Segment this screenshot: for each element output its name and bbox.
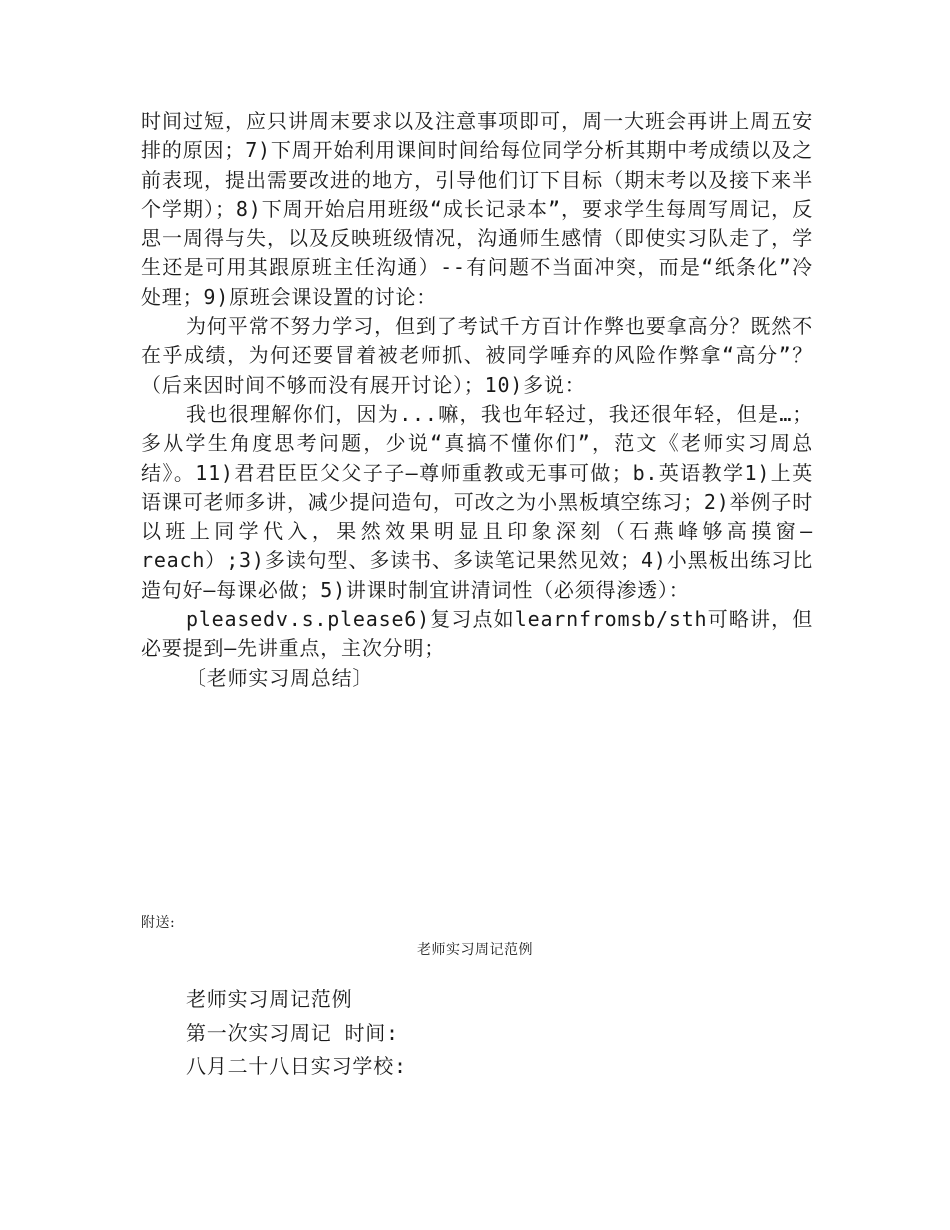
document-body: [141, 107, 813, 693]
sample-line-time: 第一次实习周记 时间:: [186, 1020, 399, 1045]
sample-line-school: 八月二十八日实习学校:: [186, 1054, 407, 1078]
appendix-label: 附送:: [141, 915, 176, 931]
paragraph-2: 为何平常不努力学习，但到了考试千方百计作弊也要拿高分？既然不在乎成绩，为何还要冒着被老师抓、被同学唾弃的风险作弊拿“高分”？（后来因时间不够而没有展开讨论）；10)多说：: [141, 314, 813, 397]
paragraph-4: pleasedv.s.please6)复习点如learnfromsb/sth可略讲，但必要提到—先讲重点，主次分明；: [141, 607, 813, 661]
paragraph-3: 我也很理解你们，因为...嘛，我也年轻过，我还很年轻，但是…；多从学生角度思考问题，少说“真搞不懂你们”，范文《老师实习周总结》。11)君君臣臣父父子子—尊师重教或无事可做；b.英语教学1)上英语课可老师多讲，减少提问造句，可改之为小黑板填空练习；2)举例子时以班上同学代入，果然效果明显且印象深刻（石燕峰够高摸窗—reach）;3)多读句型、多读书、多读笔记果然见效；4)小黑板出练习比造句好—每课必做；5)讲课时制宜讲清词性（必须得渗透）：: [141, 401, 813, 602]
sample-section: [186, 983, 407, 1084]
sample-heading: 老师实习周记范例: [186, 987, 353, 1011]
appendix-title: 老师实习周记范例: [417, 942, 533, 958]
paragraph-1: 时间过短，应只讲周末要求以及注意事项即可，周一大班会再讲上周五安排的原因；7)下周开始利用课间时间给每位同学分析其期中考成绩以及之前表现，提出需要改进的地方，引导他们订下目标（期末考以及接下来半个学期）；8)下周开始启用班级“成长记录本”，要求学生每周写周记，反思一周得与失，以及反映班级情况，沟通师生感情（即使实习队走了，学生还是可用其跟原班主任沟通）--有问题不当面冲突，而是“纸条化”冷处理；9)原班会课设置的讨论：: [141, 109, 813, 309]
closing-reference: 〔老师实习周总结〕: [186, 665, 374, 690]
